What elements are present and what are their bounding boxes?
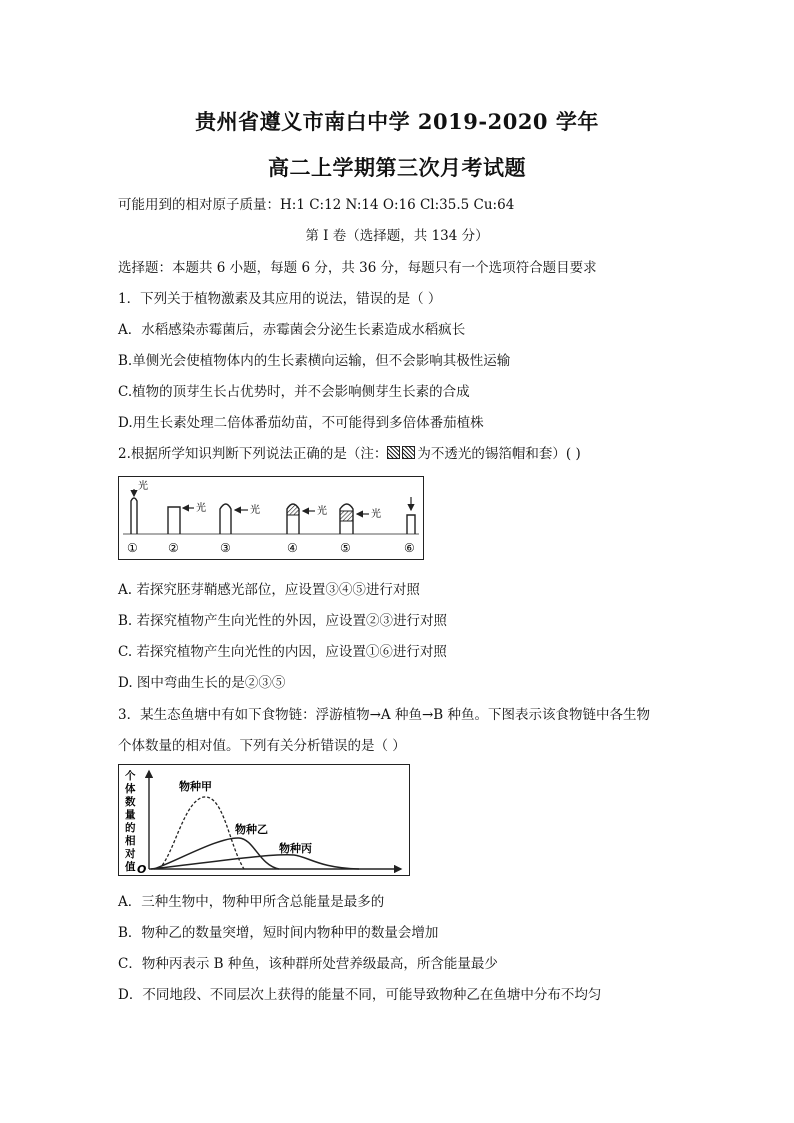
series-label-bing: 物种丙 <box>279 842 312 855</box>
q2-stem-before: 2.根据所学知识判断下列说法正确的是（注： <box>118 446 388 462</box>
light-label-1: 光 <box>138 481 148 492</box>
ylabel-char: 个 <box>125 770 136 782</box>
q3-option-b: B．物种乙的数量突增，短时间内物种甲的数量会增加 <box>118 925 439 941</box>
ylabel-char: 量 <box>125 809 136 821</box>
ylabel-char: 体 <box>125 783 136 795</box>
q2-option-a: A. 若探究胚芽鞘感光部位，应设置③④⑤进行对照 <box>118 582 420 598</box>
figure-number-5: ⑤ <box>340 541 351 555</box>
y-axis-label <box>124 769 136 873</box>
ylabel-char: 数 <box>125 796 136 808</box>
light-label-3: 光 <box>250 505 260 516</box>
coleoptile-4 <box>287 504 327 534</box>
instructions: 选择题：本题共 6 小题，每题 6 分，共 36 分，每题只有一个选项符合题目要求 <box>118 260 597 276</box>
q2-coleoptile-figure <box>118 476 424 560</box>
atomic-mass-line: 可能用到的相对原子质量：H:1 C:12 N:14 O:16 Cl:35.5 Cu:64 <box>118 197 515 213</box>
page-title-line2: 高二上学期第三次月考试题 <box>268 155 526 180</box>
foil-sleeve-legend-icon <box>402 446 415 459</box>
figure-number-3: ③ <box>220 541 231 555</box>
q2-option-b: B. 若探究植物产生向光性的外因，应设置②③进行对照 <box>118 613 448 629</box>
q2-stem-after: 为不透光的锡箔帽和套）( ) <box>417 446 581 462</box>
ylabel-char: 对 <box>125 848 136 860</box>
light-label-2: 光 <box>196 503 206 514</box>
light-label-4: 光 <box>317 506 327 517</box>
series-jia-curve <box>159 797 244 869</box>
q3-population-svg <box>119 765 409 875</box>
coleoptile-1 <box>131 479 148 534</box>
ylabel-char: 相 <box>125 835 136 847</box>
coleoptile-6 <box>407 497 415 534</box>
figure-number-4: ④ <box>287 541 298 555</box>
q1-option-d: D.用生长素处理二倍体番茄幼苗，不可能得到多倍体番茄植株 <box>118 415 484 431</box>
figure-number-1: ① <box>127 541 138 555</box>
q1-option-c: C.植物的顶芽生长占优势时，并不会影响侧芽生长素的合成 <box>118 384 470 400</box>
q3-option-d: D．不同地段、不同层次上获得的能量不同，可能导致物种乙在鱼塘中分布不均匀 <box>118 987 602 1003</box>
q2-option-c: C. 若探究植物产生向光性的内因，应设置①⑥进行对照 <box>118 644 447 660</box>
q1-option-b: B.单侧光会使植物体内的生长素横向运输，但不会影响其极性运输 <box>118 353 511 369</box>
q3-stem-line1: 3．某生态鱼塘中有如下食物链：浮游植物→A 种鱼→B 种鱼。下图表示该食物链中各生物 <box>118 707 650 723</box>
foil-cap-legend-icon <box>387 446 400 459</box>
series-label-yi: 物种乙 <box>235 823 268 836</box>
figure-number-2: ② <box>168 541 179 555</box>
q2-option-d: D. 图中弯曲生长的是②③⑤ <box>118 675 286 691</box>
light-label-5: 光 <box>371 509 381 520</box>
ylabel-char: 值 <box>125 861 136 873</box>
series-label-jia: 物种甲 <box>179 780 212 793</box>
q1-stem: 1．下列关于植物激素及其应用的说法，错误的是（ ） <box>118 291 442 307</box>
q3-stem-line2: 个体数量的相对值。下列有关分析错误的是（ ） <box>118 738 406 754</box>
coleoptile-2 <box>168 501 206 534</box>
q2-stem <box>118 442 581 462</box>
q2-coleoptile-svg <box>119 477 423 559</box>
q1-option-a: A．水稻感染赤霉菌后，赤霉菌会分泌生长素造成水稻疯长 <box>118 322 466 338</box>
q3-population-figure <box>118 764 410 876</box>
series-yi-curve <box>154 838 279 869</box>
q3-option-c: C．物种丙表示 B 种鱼，该种群所处营养级最高，所含能量最少 <box>118 956 498 972</box>
coleoptile-5 <box>340 504 381 534</box>
ylabel-char: 的 <box>125 822 136 834</box>
figure-number-6: ⑥ <box>404 541 415 555</box>
page-title-line1: 贵州省遵义市南白中学 2019-2020 学年 <box>195 109 599 134</box>
coleoptile-3 <box>220 503 260 534</box>
origin-label: O <box>137 863 147 875</box>
section-title: 第 I 卷（选择题，共 134 分） <box>305 228 489 244</box>
q3-option-a: A．三种生物中，物种甲所含总能量是最多的 <box>118 894 385 910</box>
